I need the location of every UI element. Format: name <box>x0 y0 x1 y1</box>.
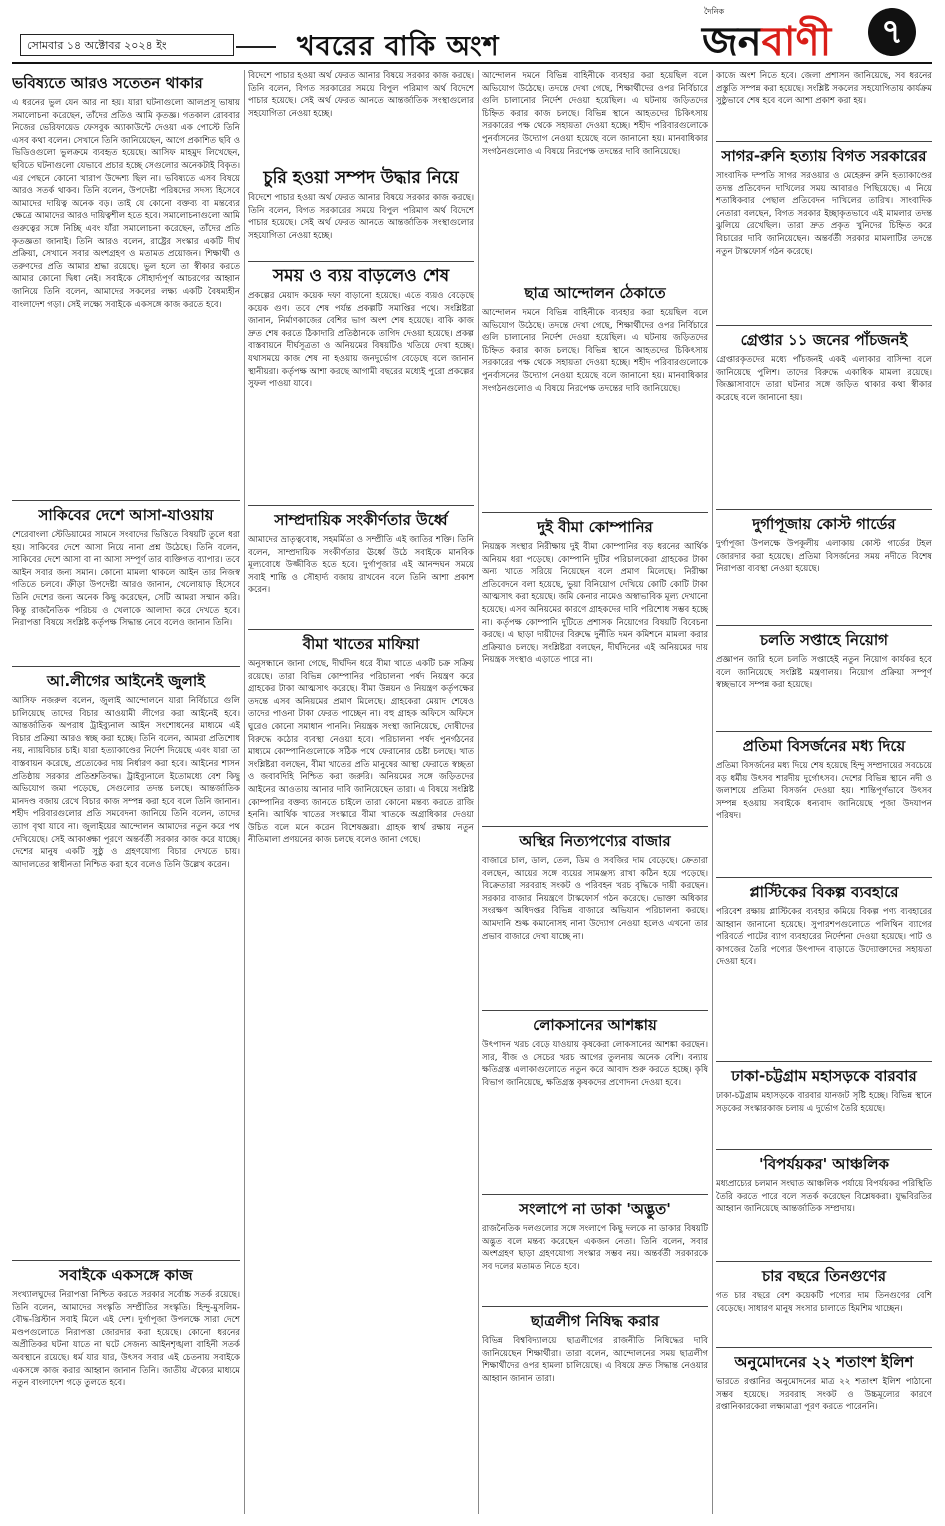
article-body: পরিবেশ রক্ষায় প্লাস্টিকের ব্যবহার কমিয়ে বিকল্প পণ্য ব্যবহারের আহ্বান জানানো হয়েছে। সুপারশপগুলোতে পলিথিন ব্যাগের পরিবর্তে পাটের ব্যাগ ব্যবহারের নির্দেশনা দেওয়া হয়েছে। পাট ও কাগজের তৈরি পণ্যের উৎপাদন বাড়াতে উদ্যোক্তাদের সহায়তা দেওয়া হবে। <box>716 907 932 968</box>
article-body: শেরেবাংলা স্টেডিয়ামের সামনে সংবাদের ভিত্তিতে বিষয়টি তুলে ধরা হয়। সাকিবের দেশে আসা নিয়ে নানা প্রশ্ন উঠেছে। তিনি বলেন, সাকিবের দেশে আসা বা না আসা সম্পূর্ণ তার ব্যক্তিগত ব্যাপার। তবে আইন সবার জন্য সমান। কোনো মামলা থাকলে আইন তার নিজস্ব গতিতে চলবে। ক্রীড়া উপদেষ্টা আরও জানান, খেলোয়াড় হিসেবে তিনি দেশের জন্য অনেক কিছু করেছেন, সেটি আমরা সম্মান করি। কিন্তু রাজনৈতিক পরিচয় ও খেলাকে আলাদা করে দেখতে হবে। নিরাপত্তা বিষয়ে সংশ্লিষ্ট কর্তৃপক্ষ সিদ্ধান্ত নেবে বলেও জানান তিনি। <box>12 530 240 629</box>
article-body: উৎপাদন খরচ বেড়ে যাওয়ায় কৃষকেরা লোকসানের আশঙ্কা করছেন। সার, বীজ ও সেচের খরচ আগের তুলনায় অনেক বেশি। বন্যায় ক্ষতিগ্রস্ত এলাকাগুলোতে নতুন করে আবাদ শুরু করতে হচ্ছে। কৃষি বিভাগ জানিয়েছে, ক্ষতিগ্রস্ত কৃষকদের প্রণোদনা দেওয়া হবে। <box>482 1040 708 1088</box>
article-body: অনুসন্ধানে জানা গেছে, দীর্ঘদিন ধরে বীমা খাতে একটি চক্র সক্রিয় রয়েছে। তারা বিভিন্ন কোম্পানির পরিচালনা পর্ষদ নিয়ন্ত্রণ করে গ্রাহকের টাকা আত্মসাৎ করেছে। বীমা উন্নয়ন ও নিয়ন্ত্রণ কর্তৃপক্ষের তদন্তে এসব অনিয়মের প্রমাণ মিলেছে। গ্রাহকেরা মেয়াদ শেষেও তাদের পাওনা টাকা ফেরত পাচ্ছেন না। বহু গ্রাহক অফিসে অফিসে ঘুরেও কোনো সমাধান পাননি। নিয়ন্ত্রক সংস্থা জানিয়েছে, দোষীদের বিরুদ্ধে কঠোর ব্যবস্থা নেওয়া হবে। পরিচালনা পর্ষদ পুনর্গঠনের মাধ্যমে কোম্পানিগুলোকে সঠিক পথে ফেরানোর চেষ্টা চলছে। খাত সংশ্লিষ্টরা বলছেন, বীমা খাতের প্রতি মানুষের আস্থা ফেরাতে স্বচ্ছতা ও জবাবদিহি নিশ্চিত করা জরুরি। অনিয়মের সঙ্গে জড়িতদের আইনের আওতায় আনার দাবি জানিয়েছেন তারা। এ বিষয়ে সংশ্লিষ্ট কোম্পানির বক্তব্য জানতে চাইলে তারা কোনো মন্তব্য করতে রাজি হননি। আর্থিক খাতের সংস্কারে বীমা খাতকে অগ্রাধিকার দেওয়া উচিত বলে মনে করেন বিশেষজ্ঞরা। গ্রাহক স্বার্থ রক্ষায় নতুন নীতিমালা প্রণয়নের কাজ চলছে বলেও জানা গেছে। <box>248 659 474 846</box>
article <box>716 883 932 1056</box>
article <box>716 331 932 504</box>
article <box>12 74 240 495</box>
article-headline: ছাত্রলীগ নিষিদ্ধ করার <box>530 1312 660 1330</box>
article-headline: ঢাকা-চট্টগ্রাম মহাসড়কে বারবার <box>731 1067 917 1085</box>
article-body: প্রকল্পের মেয়াদ কয়েক দফা বাড়ানো হয়েছে। এতে ব্যয়ও বেড়েছে কয়েক গুণ। তবে শেষ পর্যন্ত প্রকল্পটি সমাপ্তির পথে। সংশ্লিষ্টরা জানান, নির্মাণকাজের বেশির ভাগ অংশ শেষ হয়েছে। বাকি কাজ দ্রুত শেষ করতে ঠিকাদারি প্রতিষ্ঠানকে তাগিদ দেওয়া হয়েছে। প্রকল্প বাস্তবায়নে দীর্ঘসূত্রতা ও অনিয়মের বিষয়টিও খতিয়ে দেখা হচ্ছে। যথাসময়ে কাজ শেষ না হওয়ায় জনদুর্ভোগ বেড়েছে বলে জানান স্থানীয়রা। কর্তৃপক্ষ আশা করছে আগামী বছরের মধ্যেই পুরো প্রকল্পের সুফল পাওয়া যাবে। <box>248 291 474 390</box>
article <box>716 1267 932 1342</box>
article-headline: চার বছরে তিনগুণের <box>761 1267 886 1285</box>
article-headline: প্রতিমা বিসর্জনের মধ্য দিয়ে <box>742 737 906 755</box>
article-body: বিভিন্ন বিশ্ববিদ্যালয়ে ছাত্রলীগের রাজনীতি নিষিদ্ধের দাবি জানিয়েছেন শিক্ষার্থীরা। তারা বলেন, আন্দোলনের সময় ছাত্রলীগ শিক্ষার্থীদের ওপর হামলা চালিয়েছে। এ বিষয়ে দ্রুত সিদ্ধান্ত নেওয়ার আহ্বান জানান তারা। <box>482 1336 708 1384</box>
article-headline: প্লাস্টিকের বিকল্প ব্যবহারে <box>749 883 899 901</box>
article-headline: 'বিপর্যয়কর' আঞ্চলিক <box>758 1155 890 1173</box>
column-2 <box>248 70 474 1514</box>
article-body: সাংবাদিক দম্পতি সাগর সরওয়ার ও মেহেরুন রুনি হত্যাকাণ্ডের তদন্ত প্রতিবেদন দাখিলের সময় আবারও পিছিয়েছে। এ নিয়ে শতাধিকবার পেছাল প্রতিবেদন দাখিলের তারিখ। সাংবাদিক নেতারা বলছেন, বিগত সরকার ইচ্ছাকৃতভাবে এই মামলার তদন্ত ঝুলিয়ে রেখেছিল। তারা দ্রুত প্রকৃত খুনিদের চিহ্নিত করে বিচারের দাবি জানিয়েছেন। অন্তর্বর্তী সরকার মামলাটির তদন্তে নতুন টাস্কফোর্স গঠন করেছে। <box>716 171 932 257</box>
article-headline: সাম্প্রদায়িক সংকীর্ণতার উর্ধ্বে <box>274 511 448 529</box>
article <box>248 635 474 1458</box>
article-body: মধ্যপ্রাচ্যের চলমান সংঘাত আঞ্চলিক পর্যায়ে বিপর্যয়কর পরিস্থিতি তৈরি করতে পারে বলে সতর্ক করেছেন বিশ্লেষকরা। যুদ্ধবিরতির আহ্বান জানিয়েছে আন্তর্জাতিক সম্প্রদায়। <box>716 1179 932 1215</box>
article-headline: দুর্গাপূজায় কোস্ট গার্ডের <box>752 515 896 533</box>
article <box>482 1016 708 1189</box>
article-body: ঢাকা-চট্টগ্রাম মহাসড়কে বারবার যানজট সৃষ্টি হচ্ছে। বিভিন্ন স্থানে সড়কের সংস্কারকাজ চলায় এ দুর্ভোগ তৈরি হয়েছে। <box>716 1091 932 1114</box>
article <box>716 1155 932 1256</box>
article <box>248 511 474 624</box>
issue-date: সোমবার ১৪ অক্টোবর ২০২৪ ইং <box>20 34 234 56</box>
article-body: আসিফ নজরুল বলেন, জুলাই আন্দোলনে যারা নির্বিচারে গুলি চালিয়েছে তাদের বিচার আওয়ামী লীগের করা আইনেই হবে। আন্তর্জাতিক অপরাধ ট্রাইব্যুনাল আইন সংশোধনের মাধ্যমে এই বিচার প্রক্রিয়া আরও স্বচ্ছ করা হচ্ছে। তিনি বলেন, আমরা প্রতিশোধ নয়, ন্যায়বিচার চাই। যারা হত্যাকাণ্ডের নির্দেশ দিয়েছে এবং যারা তা বাস্তবায়ন করেছে, প্রত্যেকের দায় নির্ধারণ করা হবে। আইনের শাসন প্রতিষ্ঠায় সরকার প্রতিশ্রুতিবদ্ধ। ট্রাইব্যুনালে ইতোমধ্যে বেশ কিছু অভিযোগ জমা পড়েছে, সেগুলোর তদন্ত চলছে। আন্তর্জাতিক মানদণ্ড বজায় রেখে বিচার কাজ সম্পন্ন করা হবে বলে তিনি জানান। শহীদ পরিবারগুলোর প্রতি সমবেদনা জানিয়ে তিনি বলেন, তাদের ত্যাগ বৃথা যাবে না। জুলাইয়ের আন্দোলন আমাদের নতুন করে পথ দেখিয়েছে। সেই আকাঙ্ক্ষা পূরণে অন্তর্বর্তী সরকার কাজ করে যাচ্ছে। দেশের মানুষ একটি সুষ্ঠু ও গ্রহণযোগ্য বিচার দেখতে চায়। আদালতের স্বাধীনতা নিশ্চিত করা হবে বলেও তিনি উল্লেখ করেন। <box>12 696 240 870</box>
article-headline: আ.লীগের আইনেই জুলাই <box>46 672 206 690</box>
column-divider <box>712 70 713 1514</box>
article-headline: দুই বীমা কোম্পানির <box>537 518 653 536</box>
article <box>482 284 708 507</box>
column-3 <box>482 70 708 1514</box>
article <box>12 1266 240 1514</box>
article <box>716 1067 932 1144</box>
article-body: আন্দোলন দমনে বিভিন্ন বাহিনীকে ব্যবহার করা হয়েছিল বলে অভিযোগ উঠেছে। তদন্তে দেখা গেছে, শিক্ষার্থীদের ওপর নির্বিচারে গুলি চালানোর নির্দেশ দেওয়া হয়েছিল। এ ঘটনায় জড়িতদের চিহ্নিত করার কাজ চলছে। বিভিন্ন স্থানে আহতদের চিকিৎসায় সরকারের পক্ষ থেকে সহায়তা দেওয়া হচ্ছে। শহীদ পরিবারগুলোকে পুনর্বাসনের উদ্যোগ নেওয়া হয়েছে বলে জানানো হয়। মানবাধিকার সংগঠনগুলোও এ বিষয়ে নিরপেক্ষ তদন্তের দাবি জানিয়েছে। <box>482 71 708 157</box>
article-body: আন্দোলন দমনে বিভিন্ন বাহিনীকে ব্যবহার করা হয়েছিল বলে অভিযোগ উঠেছে। তদন্তে দেখা গেছে, শিক্ষার্থীদের ওপর নির্বিচারে গুলি চালানোর নির্দেশ দেওয়া হয়েছিল। এ ঘটনায় জড়িতদের চিহ্নিত করার কাজ চলছে। বিভিন্ন স্থানে আহতদের চিকিৎসায় সরকারের পক্ষ থেকে সহায়তা দেওয়া হচ্ছে। শহীদ পরিবারগুলোকে পুনর্বাসনের উদ্যোগ নেওয়া হয়েছে বলে জানানো হয়। মানবাধিকার সংগঠনগুলোও এ বিষয়ে নিরপেক্ষ তদন্তের দাবি জানিয়েছে। <box>482 308 708 394</box>
article <box>716 1353 932 1446</box>
article-headline: অনুমোদনের ২২ শতাংশ ইলিশ <box>734 1353 914 1371</box>
article-body: নিয়ন্ত্রক সংস্থার নিরীক্ষায় দুই বীমা কোম্পানির বড় ধরনের আর্থিক অনিয়ম ধরা পড়েছে। কোম্পানি দুটির পরিচালকেরা গ্রাহকের টাকা অন্য খাতে সরিয়ে নিয়েছেন বলে প্রমাণ মিলেছে। নিরীক্ষা প্রতিবেদনে বলা হয়েছে, ভুয়া বিনিয়োগ দেখিয়ে কোটি কোটি টাকা আত্মসাৎ করা হয়েছে। জমি কেনার নামেও অস্বাভাবিক মূল্য দেখানো হয়েছে। এসব অনিয়মের কারণে গ্রাহকদের দাবি পরিশোধ সম্ভব হচ্ছে না। কর্তৃপক্ষ কোম্পানি দুটিতে প্রশাসক নিয়োগের বিষয়টি বিবেচনা করছে। এ ছাড়া দায়ীদের বিরুদ্ধে দুর্নীতি দমন কমিশনে মামলা করার প্রক্রিয়াও চলছে। সংশ্লিষ্টরা বলছেন, দীর্ঘদিনের এই অনিয়মের দায় নিয়ন্ত্রক সংস্থাও এড়াতে পারে না। <box>482 542 708 666</box>
article <box>716 631 932 726</box>
article-body: গ্রেপ্তারকৃতদের মধ্যে পাঁচজনই একই এলাকার বাসিন্দা বলে জানিয়েছে পুলিশ। তাদের বিরুদ্ধে একাধিক মামলা রয়েছে। জিজ্ঞাসাবাদে তারা ঘটনার সঙ্গে জড়িত থাকার কথা স্বীকার করেছে বলে জানানো হয়। <box>716 355 932 403</box>
article-headline: ছাত্র আন্দোলন ঠেকাতে <box>524 284 666 302</box>
article <box>716 147 932 320</box>
article <box>482 1200 708 1301</box>
article-headline: চলতি সপ্তাহে নিয়োগ <box>759 631 889 649</box>
article-body: সংখ্যালঘুদের নিরাপত্তা নিশ্চিত করতে সরকার সর্বোচ্চ সতর্ক রয়েছে। তিনি বলেন, আমাদের সংস্কৃতি সম্প্রীতির সংস্কৃতি। হিন্দু-মুসলিম-বৌদ্ধ-খ্রিস্টান সবাই মিলে এই দেশ। দুর্গাপূজা উপলক্ষে সারা দেশে মণ্ডপগুলোতে নিরাপত্তা জোরদার করা হয়েছে। কোনো ধরনের অপ্রীতিকর ঘটনা যাতে না ঘটে সেজন্য আইনশৃঙ্খলা বাহিনী সতর্ক অবস্থানে রয়েছে। ধর্ম যার যার, উৎসব সবার এই চেতনায় সবাইকে একসঙ্গে কাজ করার আহ্বান জানান তিনি। জাতীয় ঐক্যের মাধ্যমে নতুন বাংলাদেশ গড়ে তুলতে হবে। <box>12 1290 240 1389</box>
article <box>716 515 932 620</box>
article-body: বিদেশে পাচার হওয়া অর্থ ফেরত আনার বিষয়ে সরকার কাজ করছে। তিনি বলেন, বিগত সরকারের সময়ে বিপুল পরিমাণ অর্থ বিদেশে পাচার হয়েছে। সেই অর্থ ফেরত আনতে আন্তর্জাতিক সংস্থাগুলোর সহযোগিতা নেওয়া হচ্ছে। <box>248 71 474 119</box>
article <box>716 737 932 872</box>
logo-prefix: দৈনিক <box>704 7 725 16</box>
article-body: আমাদের ভ্রাতৃত্ববোধ, সহমর্মিতা ও সম্প্রীতি এই জাতির শক্তি। তিনি বলেন, সাম্প্রদায়িক সংকীর্ণতার ঊর্ধ্বে উঠে সবাইকে মানবিক মূল্যবোধে উজ্জীবিত হতে হবে। দুর্গাপূজার এই আনন্দঘন সময়ে সবাই শান্তি ও সৌহার্দ্য বজায় রাখবেন বলে তিনি আশা প্রকাশ করেন। <box>248 535 474 596</box>
article <box>482 1312 708 1415</box>
logo-title: জনবাণী <box>702 18 832 65</box>
article-body: গত চার বছরে বেশ কয়েকটি পণ্যের দাম তিনগুণের বেশি বেড়েছে। সাধারণ মানুষ সংসার চালাতে হিমশিম খাচ্ছেন। <box>716 1291 932 1314</box>
article-body: দুর্গাপূজা উপলক্ষে উপকূলীয় এলাকায় কোস্ট গার্ডের টহল জোরদার করা হয়েছে। প্রতিমা বিসর্জনের সময় নদীতে বিশেষ নিরাপত্তা ব্যবস্থা নেওয়া হয়েছে। <box>716 539 932 575</box>
article-body: প্রতিমা বিসর্জনের মধ্য দিয়ে শেষ হয়েছে হিন্দু সম্প্রদায়ের সবচেয়ে বড় ধর্মীয় উৎসব শারদীয় দুর্গোৎসব। দেশের বিভিন্ন স্থানে নদী ও জলাশয়ে প্রতিমা বিসর্জন দেওয়া হয়। শান্তিপূর্ণভাবে উৎসব সম্পন্ন হওয়ায় সবাইকে ধন্যবাদ জানিয়েছে পূজা উদযাপন পরিষদ। <box>716 761 932 822</box>
date-rule <box>236 46 276 48</box>
article-body: বাজারে চাল, ডাল, তেল, ডিম ও সবজির দাম বেড়েছে। ক্রেতারা বলছেন, আয়ের সঙ্গে ব্যয়ের সামঞ্জস্য রাখা কঠিন হয়ে পড়েছে। বিক্রেতারা সরবরাহ সংকট ও পরিবহন খরচ বৃদ্ধিকে দায়ী করছেন। সরকার বাজার নিয়ন্ত্রণে টাস্কফোর্স গঠন করেছে। ভোক্তা অধিকার সংরক্ষণ অধিদপ্তর বিভিন্ন বাজারে অভিযান পরিচালনা করছে। আমদানি শুল্ক কমানোসহ নানা উদ্যোগ নেওয়া হলেও এখনো তার প্রভাব বাজারে দেখা যাচ্ছে না। <box>482 856 708 942</box>
article-headline: চুরি হওয়া সম্পদ উদ্ধার নিয়ে <box>263 168 459 188</box>
article-body: বিদেশে পাচার হওয়া অর্থ ফেরত আনার বিষয়ে সরকার কাজ করছে। তিনি বলেন, বিগত সরকারের সময়ে বিপুল পরিমাণ অর্থ বিদেশে পাচার হয়েছে। সেই অর্থ ফেরত আনতে আন্তর্জাতিক সংস্থাগুলোর সহযোগিতা নেওয়া হচ্ছে। <box>248 193 474 241</box>
article-headline: ভবিষ্যতে আরও সতেতন থাকার <box>12 74 203 92</box>
column-divider <box>244 70 245 1514</box>
article-headline: সংলাপে না ডাকা 'অদ্ভুত' <box>519 1200 671 1218</box>
article <box>482 832 708 1005</box>
masthead <box>0 0 945 65</box>
article-body: প্রজ্ঞাপন জারি হলে চলতি সপ্তাহেই নতুন নিয়োগ কার্যকর হবে বলে জানিয়েছে সংশ্লিষ্ট মন্ত্রণালয়। নিয়োগ প্রক্রিয়া সম্পূর্ণ স্বচ্ছভাবে সম্পন্ন করা হয়েছে। <box>716 655 932 691</box>
article-headline: বীমা খাতের মাফিয়া <box>302 635 420 653</box>
article <box>248 267 474 500</box>
section-title: খবরের বাকি অংশ <box>297 31 500 62</box>
newspaper-logo <box>698 4 928 65</box>
column-divider <box>478 70 479 1514</box>
article-headline: সবাইকে একসঙ্গে কাজ <box>59 1266 193 1284</box>
article-headline: সাকিবের দেশে আসা-যাওয়ায় <box>38 506 214 524</box>
article-headline: অস্থির নিত্যপণ্যের বাজার <box>519 832 671 850</box>
article <box>482 518 708 821</box>
page-number: ৭ <box>868 8 916 56</box>
column-1 <box>12 70 240 1514</box>
article-headline: গ্রেপ্তার ১১ জনের পাঁচজনই <box>740 331 908 349</box>
article-body: রাজনৈতিক দলগুলোর সঙ্গে সংলাপে কিছু দলকে না ডাকার বিষয়টি অদ্ভুত বলে মন্তব্য করেছেন একজন নেতা। তিনি বলেন, সবার অংশগ্রহণ ছাড়া গ্রহণযোগ্য সংস্কার সম্ভব নয়। অন্তর্বর্তী সরকারকে সব দলের মতামত নিতে হবে। <box>482 1224 708 1272</box>
article-body: ভারতে রপ্তানির অনুমোদনের মাত্র ২২ শতাংশ ইলিশ পাঠানো সম্ভব হয়েছে। সরবরাহ সংকট ও উচ্চমূল্যের কারণে রপ্তানিকারকেরা লক্ষ্যমাত্রা পূরণ করতে পারেননি। <box>716 1377 932 1413</box>
article-body: এ ধরনের ভুল যেন আর না হয়। যারা ঘটনাগুলো আলপ্রসূ ভাষায় সমালোচনা করেছেন, তাঁদের প্রতিও আমি কৃতজ্ঞ। গতকাল রোববার নিজের ভেরিফায়েড ফেসবুক অ্যাকাউন্টে দেওয়া এক পোস্টে তিনি এসব কথা বলেন। সেখানে তিনি জানিয়েছেন, আগে প্রকাশিত ছবি ও ভিডিওগুলো ভুলক্রমে ব্যবহৃত হয়েছে। আসিফ মাহমুদ লিখেছেন, ছবিতে ঘটনাগুলো যেভাবে প্রচার হচ্ছে সেগুলোর অনেকটাই বিকৃত। এর পেছনে কোনো খারাপ উদ্দেশ্য ছিল না। ভবিষ্যতে এসব বিষয়ে আরও সতর্ক থাকব। তিনি বলেন, উপদেষ্টা পরিষদের সদস্য হিসেবে আমাদের দায়িত্ব অনেক বড়। তাই যে কোনো বক্তব্য বা মন্তব্যের ক্ষেত্রে আমাদের আরও দায়িত্বশীল হতে হবে। সমালোচনাগুলো আমি গুরুত্বের সঙ্গে নিচ্ছি এবং যাঁরা সমালোচনা করেছেন, তাঁদের প্রতি কৃতজ্ঞতা জানাই। তিনি আরও বলেন, রাষ্ট্রের সংস্কার একটি দীর্ঘ প্রক্রিয়া, সেখানে সবার অংশগ্রহণ ও মতামত প্রয়োজন। শিক্ষার্থী ও তরুণদের প্রতি আমার শ্রদ্ধা রয়েছে। ভুল হলে তা স্বীকার করতে আমার কোনো দ্বিধা নেই। সবাইকে সৌহার্দ্যপূর্ণ আচরণের আহ্বান জানিয়ে তিনি বলেন, আমাদের সকলের লক্ষ্য একটি বৈষম্যহীন বাংলাদেশ গড়া। সেই লক্ষ্যে সবাইকে একসঙ্গে কাজ করতে হবে। <box>12 98 240 310</box>
article-headline: সাগর-রুনি হত্যায় বিগত সরকারের <box>721 147 927 165</box>
article <box>12 506 240 661</box>
header-rule <box>12 62 932 64</box>
article <box>248 169 474 256</box>
article-body: কাজে অংশ নিতে হবে। জেলা প্রশাসন জানিয়েছে, সব ধরনের প্রস্তুতি সম্পন্ন করা হয়েছে। সংশ্লিষ্ট সকলের সহযোগিতায় কার্যক্রম সুষ্ঠুভাবে শেষ হবে বলে আশা প্রকাশ করা হয়। <box>716 71 932 107</box>
column-4 <box>716 70 932 1514</box>
article-headline: লোকসানের আশঙ্কায় <box>533 1016 657 1034</box>
article-headline: সময় ও ব্যয় বাড়লেও শেষ <box>272 266 450 286</box>
article <box>12 672 240 1255</box>
